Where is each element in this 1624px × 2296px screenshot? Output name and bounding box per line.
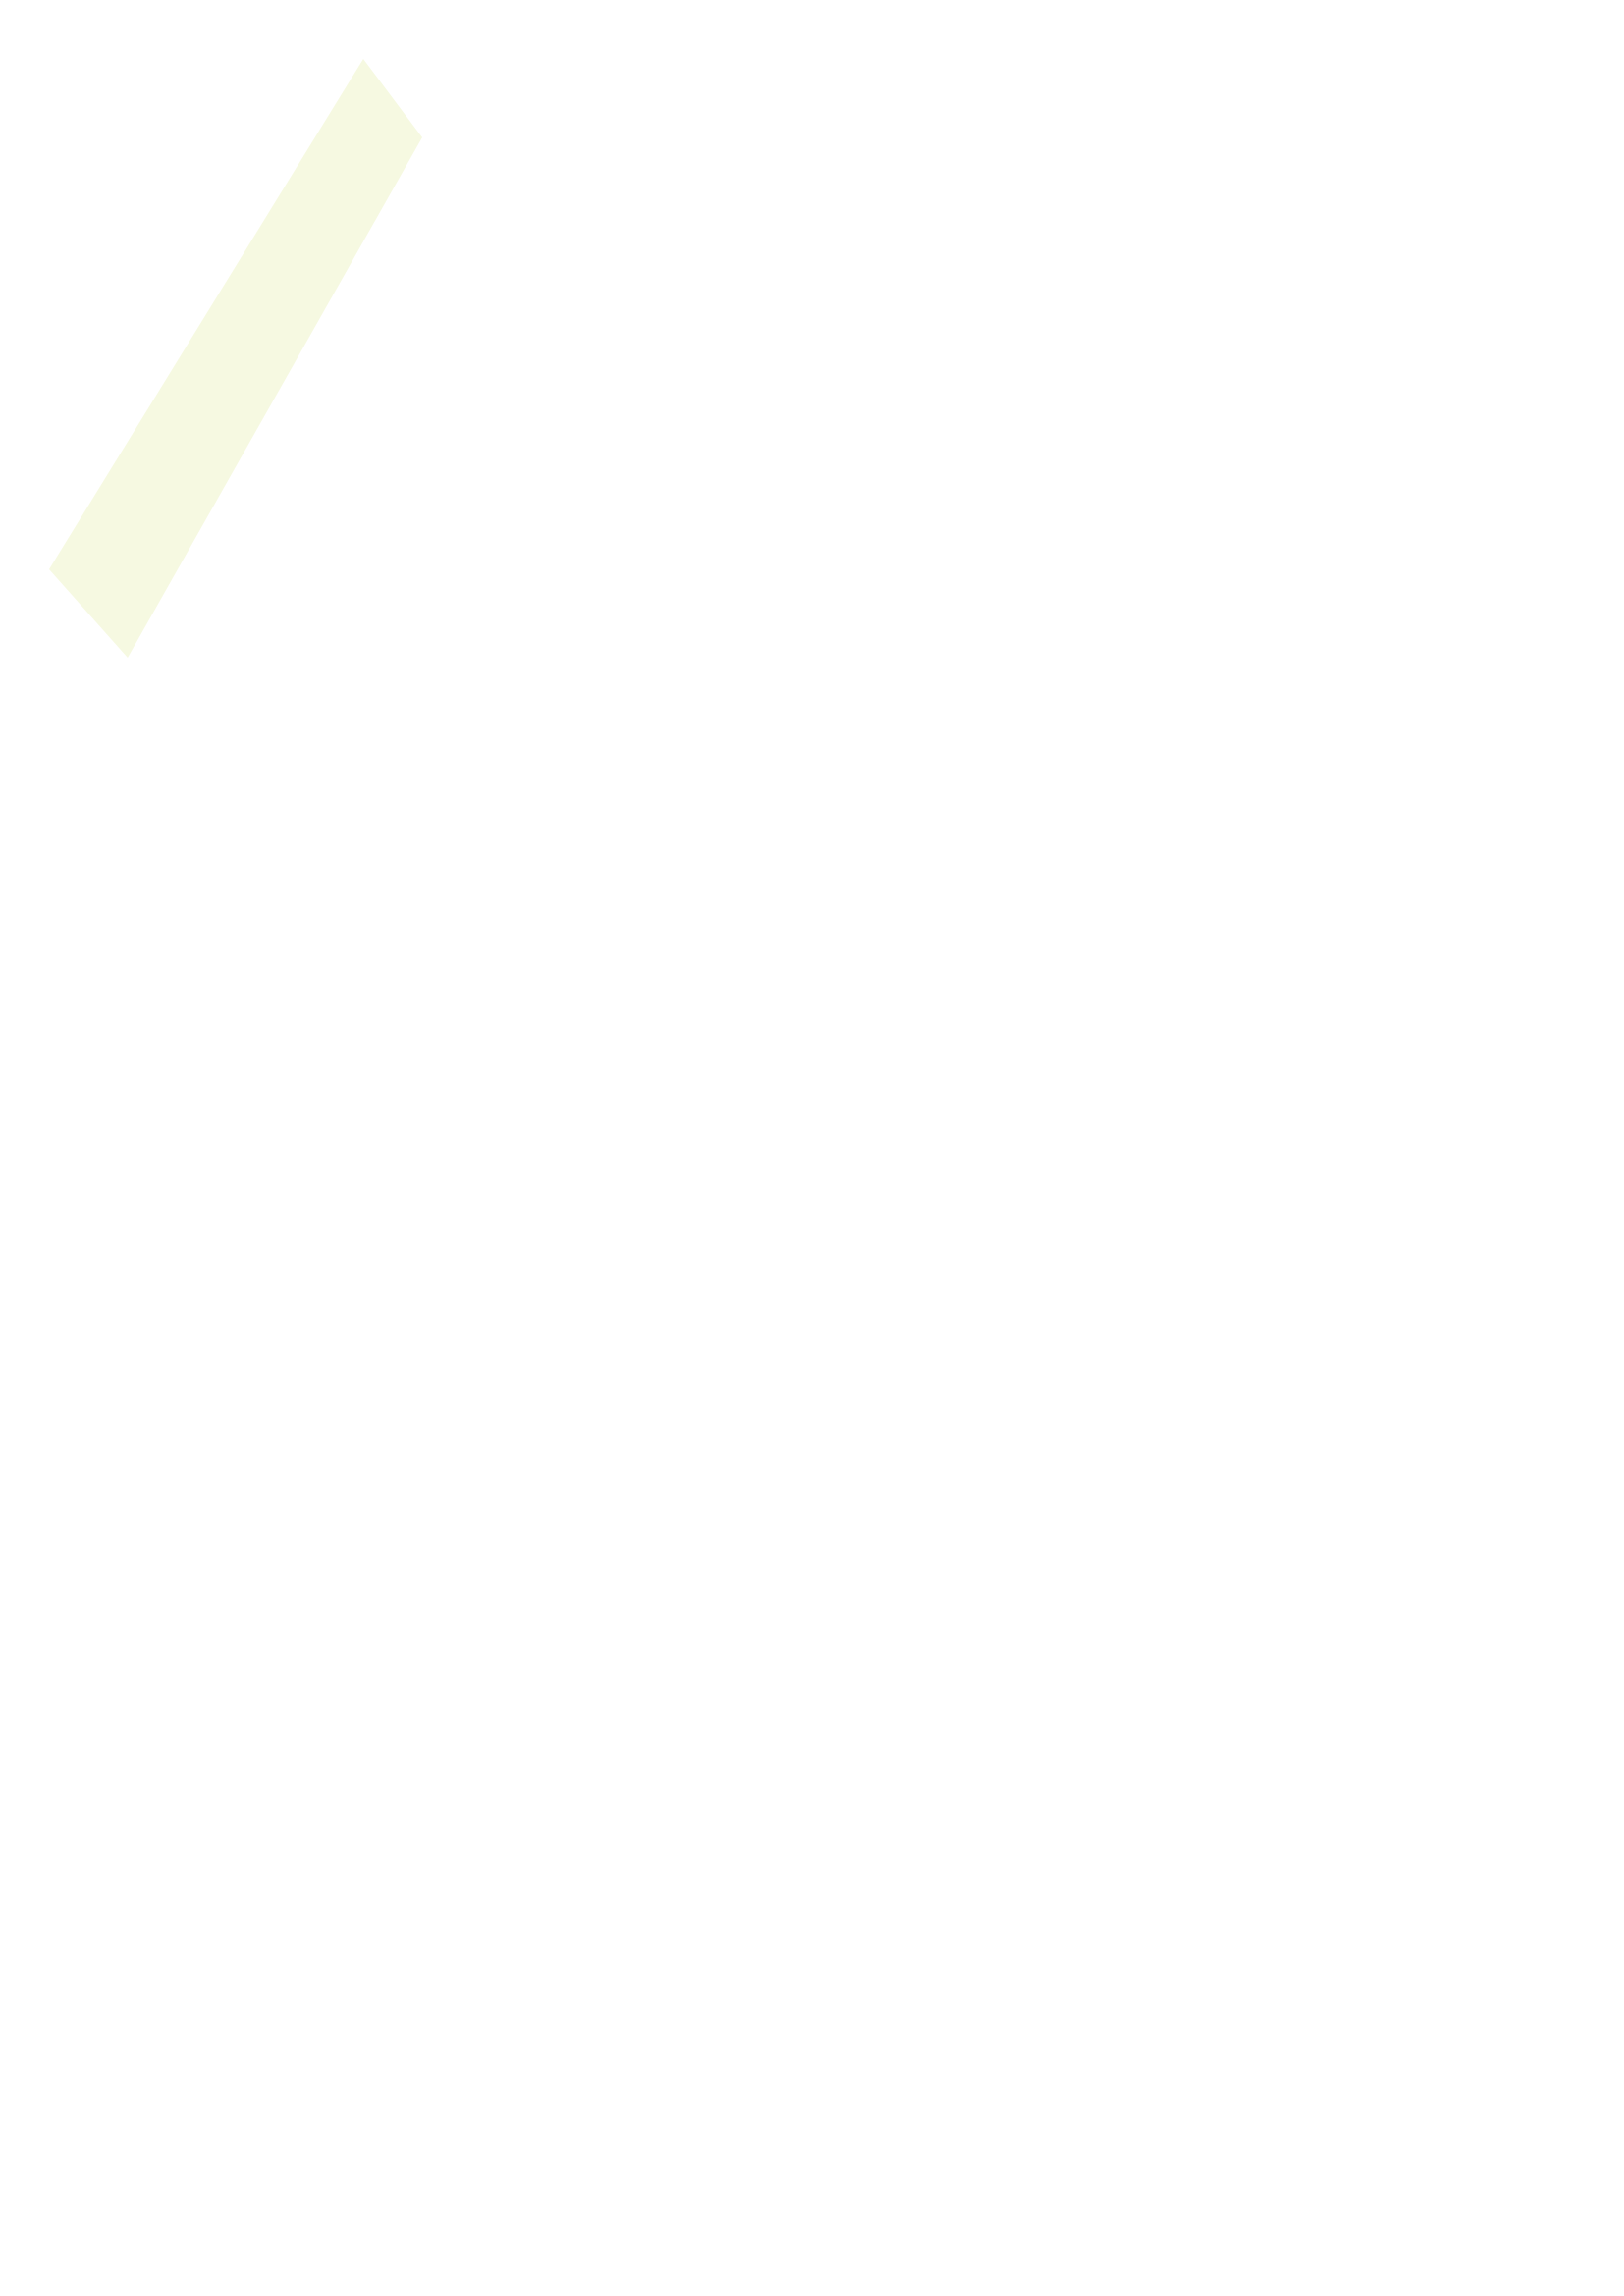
watermark-logo	[10, 20, 697, 707]
watermark-shape	[49, 59, 422, 658]
